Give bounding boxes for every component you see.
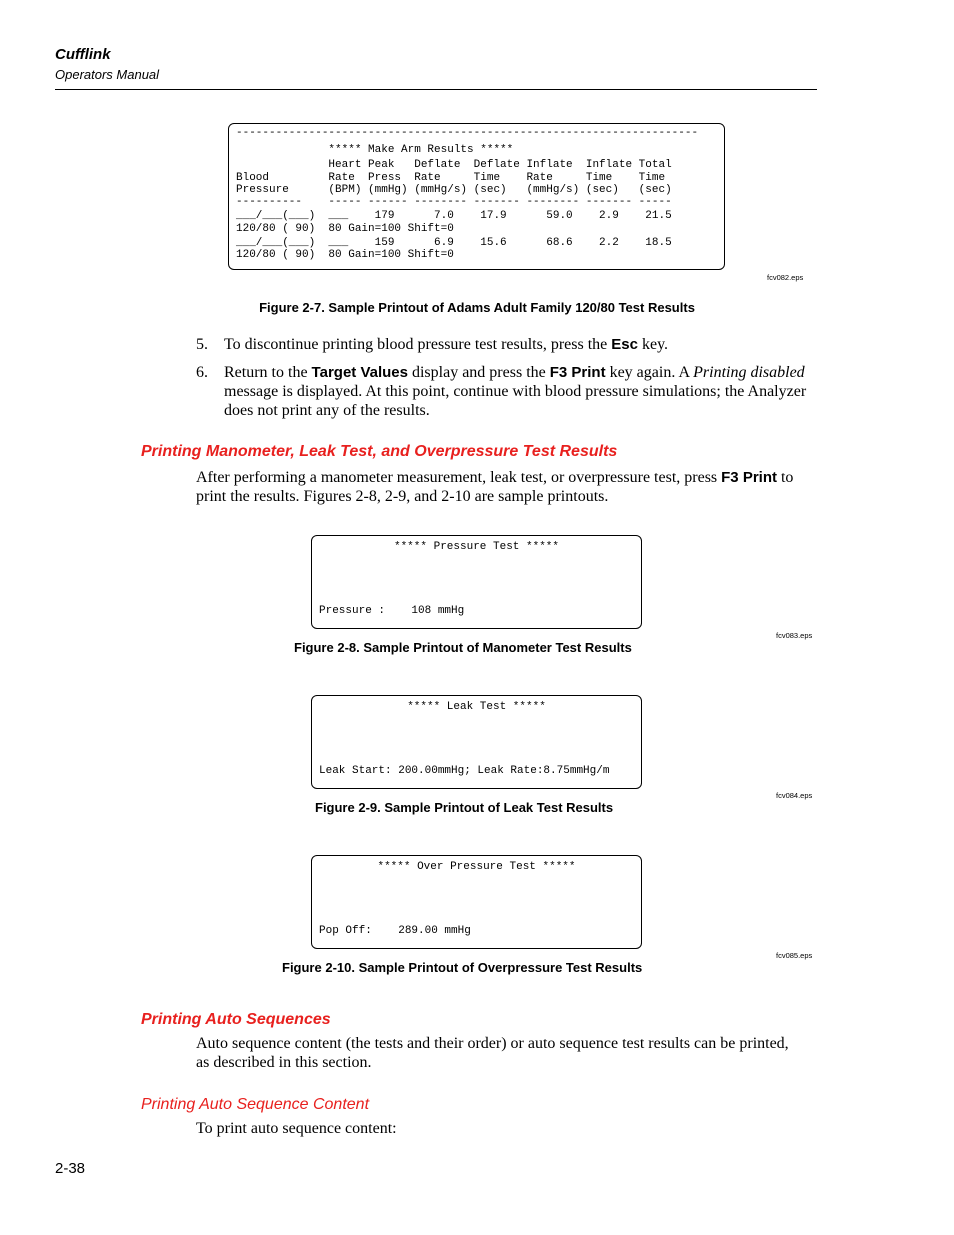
figure-2-9-file-label: fcv084.eps: [776, 791, 813, 800]
key-esc: Esc: [611, 336, 638, 353]
figure-2-8-file-label: fcv083.eps: [776, 631, 813, 640]
manual-subtitle: Operators Manual: [55, 67, 160, 82]
printout-line: ___/___(___) ___ 179 7.0 17.9 59.0 2.9 21.5: [236, 210, 672, 222]
step-text: To discontinue printing blood pressure test results, press the: [224, 336, 612, 353]
paragraph-text: to print the results. Figures 2-8, 2-9, and 2-10 are sample printouts.: [196, 469, 794, 505]
step-number: 6.: [196, 364, 208, 381]
figure-2-9-printout: [311, 695, 642, 789]
section-heading-auto-sequences: Printing Auto Sequences: [141, 1011, 331, 1028]
message-printing-disabled: Printing disabled: [693, 364, 805, 381]
printout-title: ***** Pressure Test *****: [393, 541, 560, 553]
printout-value: Pressure : 108 mmHg: [319, 605, 465, 617]
section-heading-manometer: Printing Manometer, Leak Test, and Overpressure Test Results: [141, 443, 618, 460]
header-divider: [55, 89, 817, 90]
printout-line: ***** Make Arm Results *****: [236, 144, 514, 156]
paragraph-text: After performing a manometer measurement, leak test, or overpressure test, press: [196, 469, 722, 486]
key-target-values: Target Values: [311, 364, 408, 381]
step-text: key.: [637, 336, 669, 353]
section-3-paragraph: To print auto sequence content:: [196, 1120, 397, 1137]
printout-line: Pressure (BPM) (mmHg) (mmHg/s) (sec) (mmHg/s) (sec) (sec): [236, 184, 672, 196]
printout-title: ***** Over Pressure Test *****: [377, 861, 576, 873]
figure-2-8-caption: Figure 2-8. Sample Printout of Manometer Test Results: [294, 640, 632, 655]
figure-2-10-printout: [311, 855, 642, 949]
figure-2-8-printout: [311, 535, 642, 629]
printout-line: ___/___(___) ___ 159 6.9 15.6 68.6 2.2 18.5: [236, 237, 672, 249]
printout-value: Leak Start: 200.00mmHg; Leak Rate:8.75mmHg/m: [319, 765, 610, 777]
step-6: [196, 363, 816, 420]
printout-title: ***** Leak Test *****: [407, 701, 546, 713]
key-f3-print: F3 Print: [549, 364, 606, 381]
printout-line: 120/80 ( 90) 80 Gain=100 Shift=0: [236, 223, 454, 235]
step-text: Return to the: [224, 364, 312, 381]
step-number: 5.: [196, 336, 208, 353]
section-1-paragraph: [196, 468, 796, 506]
printout-line: 120/80 ( 90) 80 Gain=100 Shift=0: [236, 249, 454, 261]
printout-line: ----------------------------------------------------------------------: [236, 127, 699, 139]
figure-2-10-file-label: fcv085.eps: [776, 951, 813, 960]
printout-line: ---------- ----- ------ -------- ------- -------- ------- -----: [236, 196, 672, 208]
figure-2-7-file-label: fcv082.eps: [767, 273, 804, 282]
step-5: [196, 335, 816, 354]
figure-2-7-printout: [228, 123, 725, 270]
step-text: display and press the: [407, 364, 550, 381]
figure-2-9-caption: Figure 2-9. Sample Printout of Leak Test Results: [315, 800, 614, 815]
key-f3-print: F3 Print: [721, 469, 777, 486]
page-number: 2-38: [55, 1160, 86, 1177]
manual-title: Cufflink: [55, 46, 111, 63]
step-text: key again. A: [605, 364, 694, 381]
section-2-paragraph: Auto sequence content (the tests and their order) or auto sequence test results can be printed, as described in this section.: [196, 1035, 789, 1071]
figure-2-7-caption: Figure 2-7. Sample Printout of Adams Adult Family 120/80 Test Results: [259, 300, 695, 315]
printout-line: Heart Peak Deflate Deflate Inflate Inflate Total: [236, 159, 672, 171]
step-text: message is displayed. At this point, continue with blood pressure simulations; the Analyzer does not print any of the results.: [224, 383, 807, 419]
printout-line: Blood Rate Press Rate Time Rate Time Time: [236, 172, 666, 184]
figure-2-10-caption: Figure 2-10. Sample Printout of Overpressure Test Results: [282, 960, 643, 975]
section-heading-auto-sequence-content: Printing Auto Sequence Content: [141, 1096, 370, 1113]
printout-value: Pop Off: 289.00 mmHg: [319, 925, 471, 937]
